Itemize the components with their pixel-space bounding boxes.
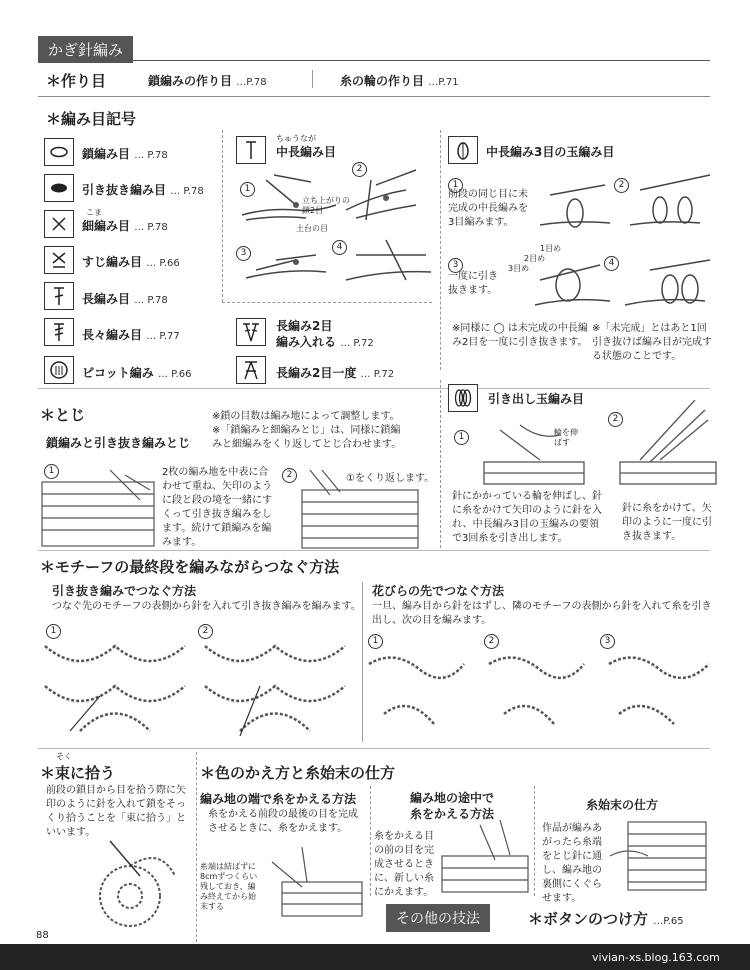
step-num: 1 (448, 178, 463, 193)
step-num: 2 (614, 178, 629, 193)
single-crochet-symbol (44, 210, 74, 238)
tsukurime-link-2[interactable] (340, 72, 459, 89)
tamaami-step1-text: 前段の同じ目に未完成の中長編みを3目編みます。 (448, 189, 528, 228)
iro-left-text: 糸をかえる前段の最後の目を完成させるときに、糸をかえます。 (208, 809, 358, 834)
step-num: 2 (282, 468, 297, 483)
step-num: 1 (44, 464, 59, 479)
divider (312, 70, 313, 88)
motif-right-text: 一旦、編み目から針をはずし、隣のモチーフの表側から針を入れて糸を引き出し、次の目を編みます。 (372, 601, 712, 626)
step-1 (240, 176, 255, 197)
amime-kigou-title: ＊編み目記号 (46, 110, 137, 128)
dc2-inc-symbol (236, 318, 266, 346)
tamaami-illustration (530, 165, 720, 315)
stitch-ref-1: … P.78 (170, 186, 204, 197)
rule (38, 388, 710, 389)
v-stitch-icon (241, 321, 261, 343)
button-title-text: ＊ボタンのつけ方 (528, 910, 649, 928)
extra-label-1-text: 長編み2目一度 (276, 366, 357, 380)
tsukurime-link-1-ref: …P.78 (236, 77, 267, 88)
puff-symbol (448, 136, 478, 164)
divider (222, 302, 432, 303)
extra-label-0-line2: 編み入れる (276, 335, 337, 349)
step-num: 4 (604, 256, 619, 271)
taba-text: 前段の鎖目から目を拾う際に矢印のように針を入れて鎖をそっくり拾うことを「束に拾う」といいます。 (46, 785, 186, 838)
hikinuki-step2-text: 針に糸をかけて、矢印のように一度に引き抜きます。 (622, 503, 712, 542)
step-num: 3 (600, 634, 615, 649)
iro-title: ＊色のかえ方と糸始末の仕方 (200, 764, 396, 782)
stitch-ref-0: … P.78 (134, 150, 168, 161)
motif-right-sub: 花びらの先でつなぐ方法 (372, 584, 505, 598)
picot-icon (49, 360, 69, 380)
t-double-cross-icon (51, 322, 67, 342)
a-stitch-icon (241, 359, 261, 381)
taba-illustration (80, 836, 190, 946)
tsukurime-link-2-label: 糸の輪の作り目 (340, 74, 425, 88)
back-loop-symbol (44, 246, 74, 274)
tsukurime-link-2-ref: …P.71 (428, 77, 459, 88)
divider (534, 786, 535, 896)
hikinuki-step-1 (454, 424, 469, 445)
count-3: 3目め (508, 264, 530, 273)
divider (370, 786, 371, 896)
stitch-label-0-text: 鎖編み目 (82, 147, 131, 161)
iro-mid-sub (410, 790, 494, 822)
motif-left-illustration (40, 636, 360, 746)
page-number: 88 (36, 930, 49, 941)
divider (440, 380, 441, 548)
stitch-label-2[interactable] (82, 217, 168, 234)
toji-note-line-1: ※鎖の目数は編み地によって調整します。 (212, 411, 400, 422)
divider (362, 582, 363, 742)
tamaami-title: 中長編み3目の玉編み目 (486, 145, 615, 159)
divider (440, 130, 441, 370)
stitch-label-0[interactable] (82, 145, 168, 162)
extra-label-0-line1: 長編み2目 (276, 319, 333, 333)
step-num: 4 (332, 240, 347, 255)
toji-step-2 (282, 462, 297, 483)
motif-title: ＊モチーフの最終段を編みながらつなぐ方法 (40, 558, 340, 576)
iro-right-sub: 糸始末の仕方 (586, 798, 659, 812)
iro-mid-sub-1: 編み地の途中で (410, 791, 495, 805)
extra-label-1[interactable] (276, 364, 394, 381)
extra-label-0[interactable] (276, 318, 374, 352)
toji-illustration-1 (40, 470, 160, 550)
chunaga-illustration (236, 160, 436, 300)
toji-title: ＊とじ (40, 406, 86, 424)
tamaami-note-1: ※同様に ◯ は未完成の中長編み2目を一度に引き抜きます。 (452, 323, 588, 348)
category-label: かぎ針編み (38, 36, 133, 63)
iro-left-sub: 編み地の端で糸をかえる方法 (200, 792, 357, 806)
chunaga-title: 中長編み目 (276, 145, 337, 159)
divider (196, 752, 197, 942)
step-num: 3 (448, 258, 463, 273)
ruby-soku: そく (56, 752, 72, 761)
stitch-label-4[interactable] (82, 290, 168, 307)
hikinuki-tama-title: 引き出し玉編み目 (488, 392, 585, 406)
iro-right-illustration (608, 816, 708, 896)
x-underline-icon (51, 251, 67, 269)
tamaami-note-2: ※「未完成」とはあと1回引き抜けば編み目が完成する状態のことです。 (592, 323, 712, 362)
slip-stitch-symbol (44, 174, 74, 202)
step-num: 2 (352, 162, 367, 177)
step-num: 2 (198, 624, 213, 639)
pulled-puff-icon (453, 388, 473, 408)
toji-step1-text: 2枚の編み地を中表に合わせて重ね、矢印のように段と段の境を一緒にすくって引き抜き編みをします。続けて鎖編みを編みます。 (162, 467, 272, 548)
chunaga-label-dodai: 土台の目 (296, 224, 328, 233)
t-icon (243, 140, 259, 160)
x-icon (51, 216, 67, 232)
stitch-label-5-text: 長々編み目 (82, 328, 143, 342)
step-num: 1 (240, 182, 255, 197)
stitch-label-3-text: すじ編み目 (82, 255, 143, 269)
button-title[interactable] (528, 908, 684, 929)
tsukurime-link-1-label: 鎖編みの作り目 (148, 74, 233, 88)
toji-note (212, 410, 432, 452)
chain-stitch-symbol (44, 138, 74, 166)
header-rule (38, 60, 710, 61)
toji-subtitle: 鎖編みと引き抜き編みとじ (46, 436, 191, 450)
extra-ref-1: … P.72 (360, 369, 395, 380)
iro-left-small: 糸端は結ばずに8cmずつくらい残しておき、編み終えてから始末する (200, 862, 258, 911)
pulled-puff-symbol (448, 384, 478, 412)
step-4 (332, 234, 347, 255)
toji-step2-text: ①をくり返します。 (346, 473, 435, 484)
hikinuki-illustration (480, 400, 720, 490)
picot-symbol (44, 356, 74, 384)
motif-left-sub: 引き抜き編みでつなぐ方法 (52, 584, 197, 598)
tsukurime-link-1[interactable] (148, 72, 267, 89)
stitch-label-6[interactable] (82, 364, 192, 381)
stitch-label-5[interactable] (82, 326, 180, 343)
stitch-label-2-text: 細編み目 (82, 219, 131, 233)
step-num: 3 (236, 246, 251, 261)
oval-icon (49, 146, 69, 158)
step-num: 1 (454, 430, 469, 445)
step-num: 1 (46, 624, 61, 639)
other-techniques-label: その他の技法 (386, 904, 490, 932)
stitch-label-1[interactable] (82, 181, 204, 198)
count-1: 1目め (540, 244, 562, 253)
iro-mid-text: 糸をかえる目の前の目を完成させるときに、新しい糸にかえます。 (374, 831, 434, 898)
rule (38, 748, 710, 749)
step-3 (236, 240, 251, 261)
stitch-ref-6: … P.66 (157, 369, 192, 380)
step-num: 2 (484, 634, 499, 649)
stitch-label-3[interactable] (82, 253, 180, 270)
extra-ref-0: … P.72 (340, 338, 374, 349)
iro-mid-sub-2: 糸をかえる方法 (410, 807, 495, 821)
count-2: 2目め (524, 254, 546, 263)
stitch-ref-5: … P.77 (146, 331, 180, 342)
hikinuki-arrow-label: 輪を伸ばす (554, 428, 578, 447)
taba-title: ＊束に拾う (40, 764, 116, 782)
stitch-ref-4: … P.78 (134, 295, 168, 306)
button-ref: …P.65 (653, 916, 684, 927)
rule (38, 96, 710, 97)
toji-note-line-2: ※「鎖編みと細編みとじ」は、同様に鎖編 (212, 425, 401, 436)
rule (38, 550, 710, 551)
motif-right-illustration (364, 644, 714, 744)
ruby-koma: こま (86, 208, 102, 217)
stitch-label-4-text: 長編み目 (82, 292, 131, 306)
double-crochet-symbol (44, 282, 74, 310)
watermark: vivian-xs.blog.163.com (592, 951, 720, 964)
stitch-label-6-text: ピコット編み (82, 366, 154, 380)
iro-left-illustration (262, 842, 366, 922)
dc2tog-symbol (236, 356, 266, 384)
t-cross-icon (51, 286, 67, 306)
divider (222, 130, 223, 302)
tsukurime-title: ＊作り目 (46, 72, 107, 90)
step-2 (352, 156, 367, 177)
tamaami-step3-text: 一度に引き抜きます。 (448, 271, 498, 296)
step-num: 1 (368, 634, 383, 649)
motif-left-text: つなぐ先のモチーフの表側から針を入れて引き抜き編みを編みます。 (52, 601, 361, 612)
puff-icon (455, 140, 471, 160)
chunaga-label-tachiagari: 立ち上がりの鎖2目 (302, 196, 350, 215)
stitch-label-1-text: 引き抜き編み目 (82, 183, 167, 197)
ruby-chunaga: ちゅうなが (276, 134, 316, 143)
treble-crochet-symbol (44, 318, 74, 346)
toji-note-line-3: みと細編みをくり返してとじ合わせます。 (212, 439, 402, 450)
hikinuki-step1-text: 針にかかっている輪を伸ばし、針に糸をかけて矢印のように針を入れ、中長編み3目の玉編みの要領で3回糸を引き出します。 (452, 491, 602, 544)
iro-right-text: 作品が編みあがったら糸端をとじ針に通し、編み地の裏側にくぐらせます。 (542, 823, 602, 904)
stitch-ref-2: … P.78 (134, 222, 168, 233)
iro-mid-illustration (440, 820, 530, 896)
step-num: 2 (608, 412, 623, 427)
stitch-ref-3: … P.66 (146, 258, 180, 269)
filled-oval-icon (49, 182, 69, 194)
